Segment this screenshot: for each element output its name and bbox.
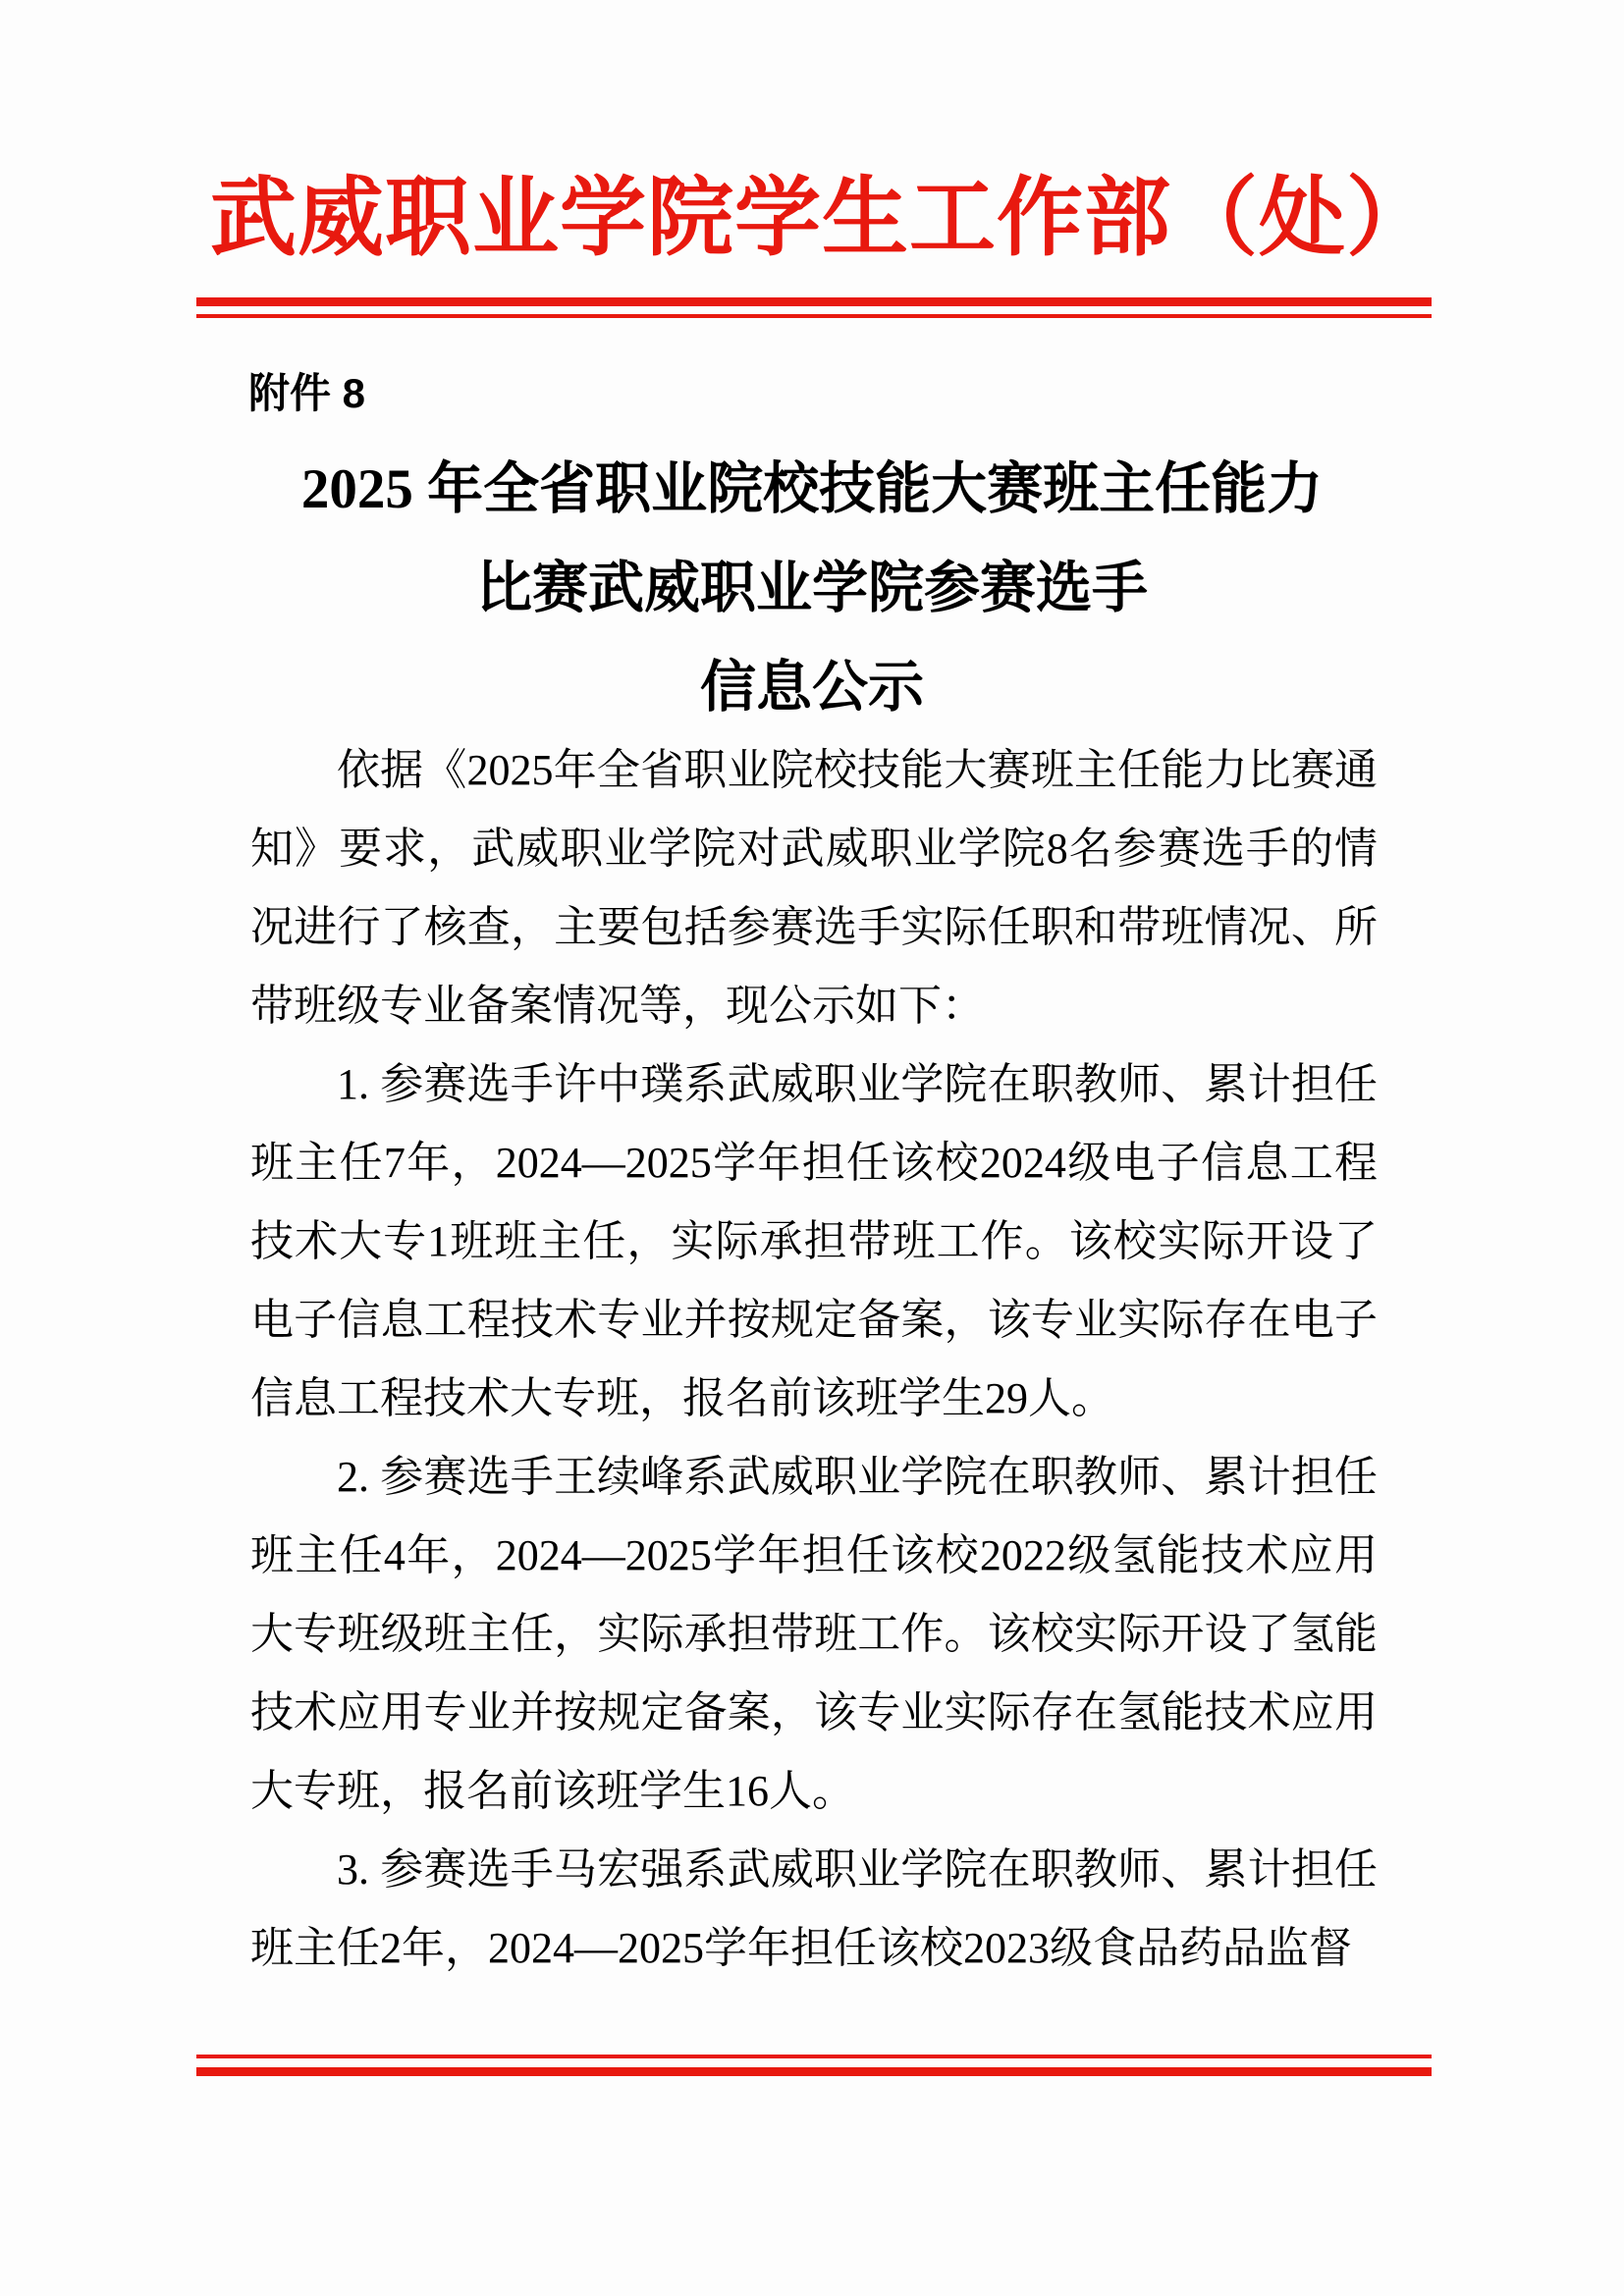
header-rule-thin — [196, 314, 1432, 318]
paragraph-intro: 依据《2025年全省职业院校技能大赛班主任能力比赛通知》要求，武威职业学院对武威职业学院8名参赛选手的情况进行了核查，主要包括参赛选手实际任职和带班情况、所带班级专业备案情况等，现公示如下： — [250, 746, 1378, 1030]
paragraph-contestant-1: 1. 参赛选手许中璞系武威职业学院在职教师、累计担任班主任7年，2024—2025学年担任该校2024级电子信息工程技术大专1班班主任，实际承担带班工作。该校实际开设了电子信息工程技术专业并按规定备案，该专业实际存在电子信息工程技术大专班，报名前该班学生29人。 — [250, 1060, 1378, 1422]
document-title — [0, 440, 1624, 737]
title-line-2: 比赛武威职业学院参赛选手 — [476, 558, 1148, 619]
footer-rule-thin — [196, 2055, 1432, 2058]
paragraph-contestant-2: 2. 参赛选手王续峰系武威职业学院在职教师、累计担任班主任4年，2024—2025学年担任该校2022级氢能技术应用大专班级班主任，实际承担带班工作。该校实际开设了氢能技术应用专业并按规定备案，该专业实际存在氢能技术应用大专班，报名前该班学生16人。 — [250, 1453, 1378, 1815]
masthead-title: 武威职业学院学生工作部（处） — [210, 172, 1435, 267]
attachment-label: 附件 8 — [248, 370, 366, 416]
paragraph-contestant-3: 3. 参赛选手马宏强系武威职业学院在职教师、累计担任班主任2年，2024—2025学年担任该校2023级食品药品监督 — [250, 1845, 1378, 1972]
title-line-3: 信息公示 — [700, 657, 924, 719]
footer-rule-thick — [196, 2067, 1432, 2076]
title-line-1: 2025 年全省职业院校技能大赛班主任能力 — [300, 458, 1324, 520]
header-rule-thick — [196, 297, 1432, 306]
document-body — [250, 731, 1378, 1988]
